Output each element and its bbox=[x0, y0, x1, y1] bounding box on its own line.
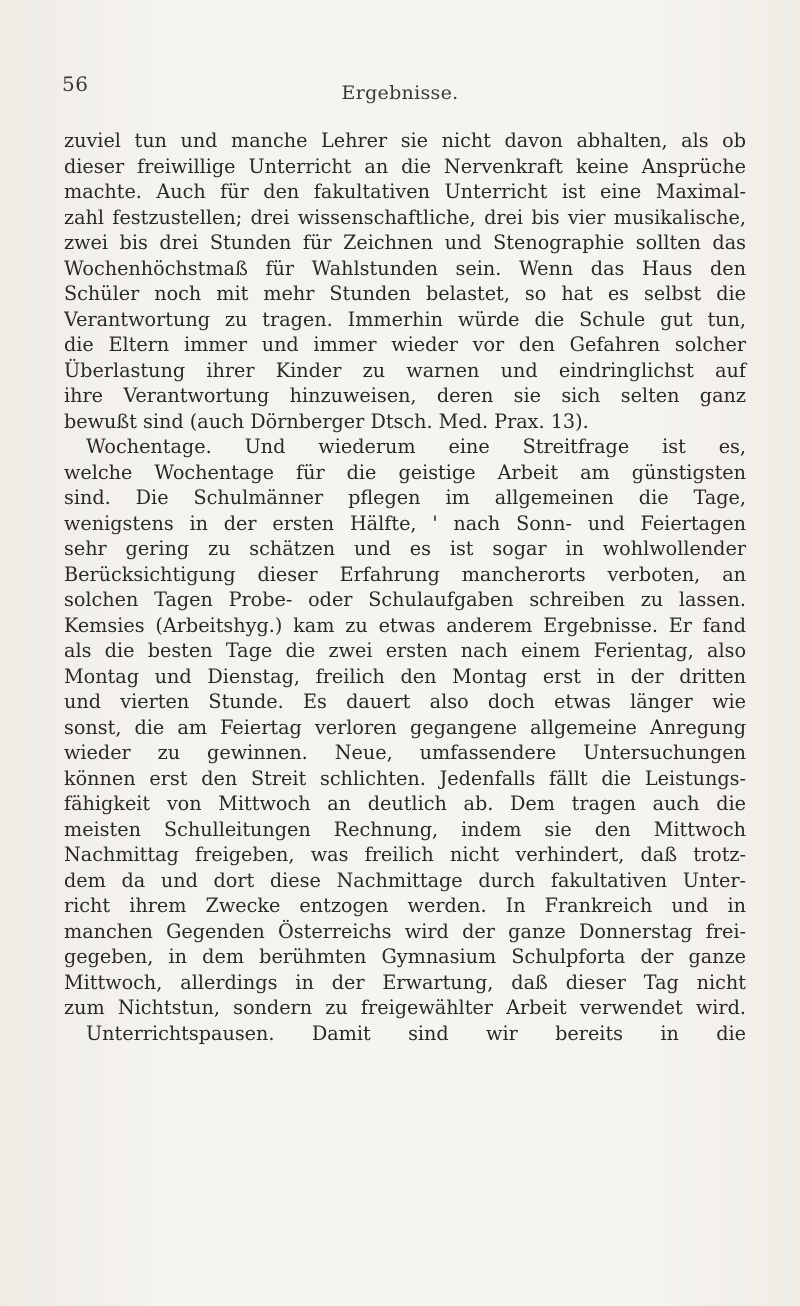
page-number: 56 bbox=[62, 72, 89, 96]
text-line: gegeben, in dem berühmten Gymnasium Schulpforta der ganze bbox=[64, 945, 746, 968]
text-line: sind. Die Schulmänner pflegen im allgemeinen die Tage, bbox=[64, 486, 746, 509]
text-line: können erst den Streit schlichten. Jedenfalls fällt die Leistungs- bbox=[64, 766, 746, 790]
text-line: zum Nichtstun, sondern zu freigewählter Arbeit verwendet wird. bbox=[64, 996, 746, 1019]
text-line: Verantwortung zu tragen. Immerhin würde die Schule gut tun, bbox=[64, 307, 746, 331]
text-line: wieder zu gewinnen. Neue, umfassendere Untersuchungen bbox=[64, 741, 746, 764]
running-title: Ergebnisse. bbox=[341, 82, 459, 104]
text-line: sonst, die am Feiertag verloren gegangene allgemeine Anregung bbox=[64, 715, 746, 739]
text-line: welche Wochentage für die geistige Arbeit am günstigsten bbox=[64, 460, 746, 484]
text-line: Montag und Dienstag, freilich den Montag erst in der dritten bbox=[64, 664, 746, 688]
text-line: Schüler noch mit mehr Stunden belastet, so hat es selbst die bbox=[64, 282, 746, 305]
text-line: meisten Schulleitungen Rechnung, indem sie den Mittwoch bbox=[64, 817, 746, 841]
text-line: richt ihrem Zwecke entzogen werden. In Frankreich und in bbox=[64, 894, 746, 917]
text-line: sehr gering zu schätzen und es ist sogar in wohlwollender bbox=[64, 537, 746, 560]
text-line: dieser freiwillige Unterricht an die Nervenkraft keine Ansprüche bbox=[64, 154, 746, 178]
text-line: machte. Auch für den fakultativen Unterricht ist eine Maximal- bbox=[64, 180, 746, 203]
text-line: Kemsies (Arbeitshyg.) kam zu etwas anderem Ergebnisse. Er fand bbox=[64, 613, 746, 637]
text-line: Wochenhöchstmaß für Wahlstunden sein. Wenn das Haus den bbox=[64, 256, 746, 280]
text-line: als die besten Tage die zwei ersten nach einem Ferientag, also bbox=[64, 639, 746, 662]
text-line: Nachmittag freigeben, was freilich nicht verhindert, daß trotz- bbox=[64, 843, 746, 866]
text-line: zuviel tun und manche Lehrer sie nicht davon abhalten, als ob bbox=[64, 129, 746, 152]
section-heading-line: Wochentage. Und wiederum eine Streitfrage ist es, bbox=[86, 435, 746, 458]
text-line: und vierten Stunde. Es dauert also doch etwas länger wie bbox=[64, 690, 746, 713]
text-line: zahl festzustellen; drei wissenschaftliche, drei bis vier musikalische, bbox=[64, 205, 746, 229]
body-text bbox=[64, 128, 746, 1046]
text-line: Überlastung ihrer Kinder zu warnen und eindringlichst auf bbox=[64, 358, 746, 382]
text-line: wenigstens in der ersten Hälfte, ' nach Sonn- und Feiertagen bbox=[64, 511, 746, 535]
text-line: Berücksichtigung dieser Erfahrung mancherorts verboten, an bbox=[64, 562, 746, 586]
text-line: ihre Verantwortung hinzuweisen, deren sie sich selten ganz bbox=[64, 384, 746, 407]
text-line: bewußt sind (auch Dörnberger Dtsch. Med. Prax. 13). bbox=[64, 409, 589, 433]
text-line: fähigkeit von Mittwoch an deutlich ab. Dem tragen auch die bbox=[64, 792, 746, 815]
section-heading-line: Unterrichtspausen. Damit sind wir bereits in die bbox=[86, 1021, 746, 1045]
text-line: solchen Tagen Probe- oder Schulaufgaben schreiben zu lassen. bbox=[64, 588, 746, 611]
text-line: zwei bis drei Stunden für Zeichnen und Stenographie sollten das bbox=[64, 231, 746, 254]
text-line: manchen Gegenden Österreichs wird der ganze Donnerstag frei- bbox=[64, 919, 746, 943]
text-line: dem da und dort diese Nachmittage durch fakultativen Unter- bbox=[64, 868, 746, 892]
text-line: Mittwoch, allerdings in der Erwartung, daß dieser Tag nicht bbox=[64, 970, 746, 994]
text-line: die Eltern immer und immer wieder vor den Gefahren solcher bbox=[64, 333, 746, 356]
